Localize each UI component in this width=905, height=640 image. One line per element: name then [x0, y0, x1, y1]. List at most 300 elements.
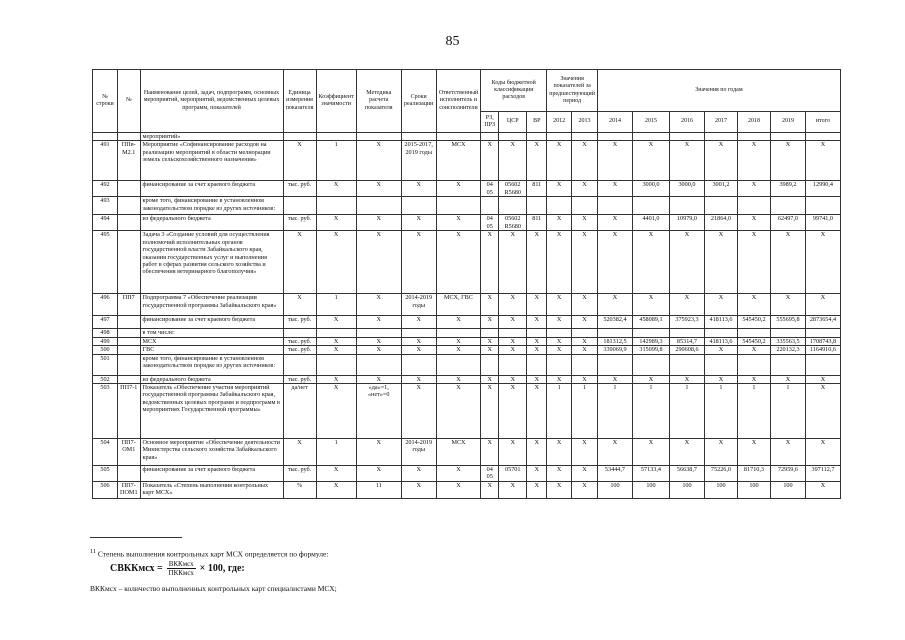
vr-cell: Х [527, 294, 547, 316]
value-2018-cell: 545450,2 [737, 316, 770, 329]
vr-cell: Х [527, 346, 547, 354]
code-cell [118, 354, 141, 375]
name-cell: Основное мероприятие «Обеспечение деятельности Министерства сельского хозяйства Забайкальского края» [140, 438, 283, 465]
coef-cell: Х [316, 231, 356, 294]
coef-cell: Х [316, 181, 356, 197]
value-2017-cell: 418113,6 [704, 316, 737, 329]
header-csr: ЦСР [499, 112, 527, 133]
header-2016: 2016 [669, 112, 704, 133]
term-cell: Х [401, 481, 436, 498]
term-cell: 2015-2017, 2019 годы [401, 141, 436, 181]
value-2017-cell: Х [704, 346, 737, 354]
row-number-cell: 494 [93, 215, 118, 231]
responsible-cell [436, 133, 481, 141]
value-2019-cell: 1 [770, 383, 805, 438]
value-2015-cell: 458089,1 [632, 316, 669, 329]
value-2019-cell: 3989,2 [770, 181, 805, 197]
term-cell: Х [401, 231, 436, 294]
table-row [93, 481, 841, 498]
term-cell: Х [401, 215, 436, 231]
value-2012-cell: Х [547, 316, 572, 329]
csr-cell: 05602 R5680 [499, 181, 527, 197]
value-2012-cell: Х [547, 346, 572, 354]
header-total: итого [805, 112, 840, 133]
value-2012-cell [547, 354, 572, 375]
header-row-no: № строки [93, 70, 118, 133]
value-2017-cell: Х [704, 438, 737, 465]
value-2015-cell: 57133,4 [632, 465, 669, 481]
csr-cell: 05602 R5680 [499, 215, 527, 231]
row-number-cell: 493 [93, 197, 118, 215]
table-row [93, 375, 841, 383]
value-2014-cell: 339069,9 [597, 346, 632, 354]
header-2014: 2014 [597, 112, 632, 133]
method-cell: Х [356, 231, 401, 294]
value-2016-cell [669, 354, 704, 375]
row-number-cell: 491 [93, 141, 118, 181]
name-cell: финансирование за счет краевого бюджета [140, 181, 283, 197]
value-total-cell [805, 329, 840, 337]
code-cell: ПП7-ОМ1 [118, 438, 141, 465]
responsible-cell [436, 197, 481, 215]
value-2012-cell: Х [547, 181, 572, 197]
value-2018-cell: Х [737, 346, 770, 354]
responsible-cell: Х [436, 383, 481, 438]
value-2019-cell [770, 197, 805, 215]
rz-cell: Х [481, 141, 499, 181]
value-2017-cell [704, 133, 737, 141]
vr-cell [527, 354, 547, 375]
csr-cell: Х [499, 438, 527, 465]
value-2016-cell: Х [669, 375, 704, 383]
vr-cell: Х [527, 316, 547, 329]
rz-cell: 04 05 [481, 181, 499, 197]
unit-cell: тыс. руб. [283, 316, 316, 329]
header-code: № [118, 70, 141, 133]
method-cell: «да»=1, «нет»=0 [356, 383, 401, 438]
table-row [93, 383, 841, 438]
code-cell [118, 337, 141, 345]
value-total-cell: 1164910,6 [805, 346, 840, 354]
value-2017-cell: Х [704, 141, 737, 181]
table-row [93, 141, 841, 181]
value-2014-cell: 100 [597, 481, 632, 498]
csr-cell: Х [499, 481, 527, 498]
value-2017-cell: 1 [704, 383, 737, 438]
value-2016-cell: 290608,6 [669, 346, 704, 354]
rz-cell: Х [481, 383, 499, 438]
value-2015-cell: 4401,0 [632, 215, 669, 231]
row-number-cell: 498 [93, 329, 118, 337]
value-total-cell: Х [805, 375, 840, 383]
value-2017-cell: Х [704, 231, 737, 294]
value-2012-cell [547, 197, 572, 215]
value-total-cell [805, 133, 840, 141]
method-cell [356, 329, 401, 337]
value-2016-cell: 3000,0 [669, 181, 704, 197]
coef-cell [316, 133, 356, 141]
formula-rhs: × 100, где: [199, 563, 245, 574]
unit-cell: тыс. руб. [283, 337, 316, 345]
code-cell [118, 215, 141, 231]
vr-cell: Х [527, 141, 547, 181]
term-cell: Х [401, 375, 436, 383]
value-2012-cell [547, 329, 572, 337]
value-2018-cell [737, 133, 770, 141]
csr-cell [499, 354, 527, 375]
method-cell: Х [356, 465, 401, 481]
unit-cell: тыс. руб. [283, 215, 316, 231]
row-number-cell: 492 [93, 181, 118, 197]
rz-cell [481, 197, 499, 215]
rz-cell: 04 05 [481, 215, 499, 231]
value-2019-cell: Х [770, 294, 805, 316]
value-2012-cell: Х [547, 215, 572, 231]
value-2013-cell: Х [572, 141, 598, 181]
row-number-cell: 501 [93, 354, 118, 375]
csr-cell [499, 329, 527, 337]
value-2014-cell: Х [597, 375, 632, 383]
value-2017-cell [704, 329, 737, 337]
term-cell [401, 329, 436, 337]
rz-cell: Х [481, 316, 499, 329]
responsible-cell [436, 329, 481, 337]
header-budget-codes: Коды бюджетной классификации расходов [481, 70, 547, 112]
value-2016-cell: 100 [669, 481, 704, 498]
value-2013-cell: Х [572, 337, 598, 345]
value-total-cell: Х [805, 231, 840, 294]
value-2015-cell: 3000,0 [632, 181, 669, 197]
vr-cell: 811 [527, 181, 547, 197]
value-2016-cell: 1 [669, 383, 704, 438]
code-cell: ПП7-1 [118, 383, 141, 438]
header-unit: Единица измерения показателя [283, 70, 316, 133]
value-2013-cell [572, 197, 598, 215]
coef-cell: 1 [316, 438, 356, 465]
value-2018-cell: Х [737, 141, 770, 181]
value-2014-cell: Х [597, 294, 632, 316]
csr-cell: Х [499, 375, 527, 383]
value-2016-cell: 10979,0 [669, 215, 704, 231]
term-cell: Х [401, 316, 436, 329]
unit-cell: тыс. руб. [283, 181, 316, 197]
responsible-cell: Х [436, 346, 481, 354]
term-cell [401, 197, 436, 215]
value-2019-cell: 335563,5 [770, 337, 805, 345]
method-cell [356, 197, 401, 215]
responsible-cell: Х [436, 337, 481, 345]
responsible-cell: Х [436, 215, 481, 231]
term-cell: 2014-2019 годы [401, 438, 436, 465]
row-number-cell: 502 [93, 375, 118, 383]
coef-cell: Х [316, 481, 356, 498]
method-cell: Х [356, 181, 401, 197]
code-cell [118, 329, 141, 337]
formula-denominator: ПККмсх [168, 569, 194, 577]
csr-cell: Х [499, 383, 527, 438]
method-cell: 11 [356, 481, 401, 498]
header-year-values: Значения по годам [597, 70, 840, 112]
rz-cell: 04 05 [481, 465, 499, 481]
rz-cell: Х [481, 481, 499, 498]
name-cell: Показатель «Степень выполнения контрольных карт МСХ» [140, 481, 283, 498]
value-2014-cell [597, 197, 632, 215]
footnote-separator [90, 537, 182, 538]
responsible-cell: Х [436, 481, 481, 498]
unit-cell: тыс. руб. [283, 465, 316, 481]
row-number-cell: 496 [93, 294, 118, 316]
name-cell: Задача 3 «Создание условий для осуществления полномочий исполнительных органов государственной власти Забайкальского края, оказания государственных услуг и выполнения работ в сферах развития сельского хозяйства и обеспечения ветеринарного благополучия» [140, 231, 283, 294]
value-2012-cell: Х [547, 465, 572, 481]
value-2019-cell: 555695,8 [770, 316, 805, 329]
unit-cell [283, 329, 316, 337]
method-cell: Х [356, 294, 401, 316]
table-row [93, 181, 841, 197]
value-2017-cell [704, 197, 737, 215]
vr-cell: Х [527, 481, 547, 498]
code-cell [118, 465, 141, 481]
value-2013-cell: Х [572, 231, 598, 294]
unit-cell [283, 133, 316, 141]
value-2017-cell: 100 [704, 481, 737, 498]
value-2017-cell: Х [704, 294, 737, 316]
value-2018-cell [737, 197, 770, 215]
rz-cell: Х [481, 438, 499, 465]
value-2013-cell [572, 133, 598, 141]
method-cell [356, 354, 401, 375]
coef-cell: Х [316, 337, 356, 345]
method-cell: Х [356, 346, 401, 354]
value-2015-cell: 100 [632, 481, 669, 498]
value-2013-cell: Х [572, 465, 598, 481]
table-row [93, 197, 841, 215]
term-cell: 2014-2019 годы [401, 294, 436, 316]
csr-cell [499, 133, 527, 141]
value-2018-cell: 1 [737, 383, 770, 438]
method-cell: Х [356, 141, 401, 181]
row-number-cell: 495 [93, 231, 118, 294]
formula [110, 560, 245, 577]
value-2014-cell: 181312,5 [597, 337, 632, 345]
row-number-cell: 506 [93, 481, 118, 498]
unit-cell: Х [283, 141, 316, 181]
responsible-cell: Х [436, 316, 481, 329]
coef-cell: Х [316, 465, 356, 481]
csr-cell: Х [499, 346, 527, 354]
value-2019-cell: Х [770, 375, 805, 383]
row-number-cell: 497 [93, 316, 118, 329]
value-2016-cell: Х [669, 141, 704, 181]
value-2014-cell: Х [597, 215, 632, 231]
term-cell: Х [401, 346, 436, 354]
term-cell: Х [401, 181, 436, 197]
coef-cell [316, 329, 356, 337]
value-2018-cell: 100 [737, 481, 770, 498]
unit-cell [283, 354, 316, 375]
row-number-cell: 505 [93, 465, 118, 481]
vr-cell [527, 133, 547, 141]
value-2019-cell [770, 329, 805, 337]
csr-cell: 05701 [499, 465, 527, 481]
code-cell [118, 133, 141, 141]
value-2014-cell [597, 329, 632, 337]
responsible-cell: МСХ [436, 141, 481, 181]
code-cell: ПП7-ПОМ1 [118, 481, 141, 498]
term-cell [401, 133, 436, 141]
value-2016-cell: Х [669, 231, 704, 294]
code-cell [118, 231, 141, 294]
unit-cell: тыс. руб. [283, 346, 316, 354]
header-responsible: Ответственный исполнитель и соисполнители [436, 70, 481, 133]
value-total-cell: Х [805, 294, 840, 316]
name-cell: кроме того, финансирование в установленном законодательством порядке из других источников: [140, 354, 283, 375]
rz-cell: Х [481, 346, 499, 354]
value-2013-cell: Х [572, 294, 598, 316]
unit-cell: Х [283, 438, 316, 465]
value-total-cell: Х [805, 438, 840, 465]
value-2019-cell: Х [770, 438, 805, 465]
responsible-cell: Х [436, 231, 481, 294]
name-cell: ГВС [140, 346, 283, 354]
vr-cell: Х [527, 383, 547, 438]
value-2014-cell: Х [597, 438, 632, 465]
value-2014-cell: 520382,4 [597, 316, 632, 329]
value-2018-cell: Х [737, 438, 770, 465]
vr-cell: 811 [527, 215, 547, 231]
value-2018-cell [737, 354, 770, 375]
row-number-cell: 500 [93, 346, 118, 354]
header-rz: РЗ, ПРЗ [481, 112, 499, 133]
value-2016-cell: 85314,7 [669, 337, 704, 345]
coef-cell: Х [316, 383, 356, 438]
value-2016-cell: Х [669, 294, 704, 316]
value-2019-cell: 220132,3 [770, 346, 805, 354]
csr-cell: Х [499, 337, 527, 345]
header-name: Наименование целей, задач, подпрограмм, основных мероприятий, мероприятий, ведомственных целевых программ, показателей [140, 70, 283, 133]
value-2016-cell [669, 197, 704, 215]
csr-cell: Х [499, 231, 527, 294]
value-2013-cell: 1 [572, 383, 598, 438]
footnote-mark: 11 [90, 548, 97, 555]
table-row [93, 316, 841, 329]
table-row [93, 465, 841, 481]
value-2014-cell: Х [597, 141, 632, 181]
name-cell: Мероприятие «Софинансирование расходов на реализацию мероприятий в области мелиорации земель сельскохозяйственного назначения» [140, 141, 283, 181]
value-2017-cell: 3001,2 [704, 181, 737, 197]
row-number-cell: 503 [93, 383, 118, 438]
table-row [93, 133, 841, 141]
footnote-sentence: Степень выполнения контрольных карт МСХ определяется по формуле: [97, 549, 329, 559]
csr-cell: Х [499, 141, 527, 181]
code-cell [118, 316, 141, 329]
value-2015-cell: Х [632, 231, 669, 294]
method-cell: Х [356, 337, 401, 345]
value-2013-cell: Х [572, 181, 598, 197]
term-cell: Х [401, 465, 436, 481]
value-2015-cell: 315099,8 [632, 346, 669, 354]
value-2015-cell: Х [632, 375, 669, 383]
formula-lhs: СВККмсх = [110, 563, 163, 574]
value-2012-cell: Х [547, 375, 572, 383]
rz-cell: Х [481, 337, 499, 345]
value-2016-cell: 375923,3 [669, 316, 704, 329]
header-method: Методика расчета показателя [356, 70, 401, 133]
value-2013-cell: Х [572, 375, 598, 383]
unit-cell: % [283, 481, 316, 498]
value-2017-cell: 418113,6 [704, 337, 737, 345]
header-2012: 2012 [547, 112, 572, 133]
value-2017-cell [704, 354, 737, 375]
value-2013-cell: Х [572, 215, 598, 231]
responsible-cell: Х [436, 375, 481, 383]
value-total-cell: 99741,0 [805, 215, 840, 231]
responsible-cell: Х [436, 181, 481, 197]
table-row [93, 346, 841, 354]
value-2016-cell [669, 133, 704, 141]
value-2014-cell: Х [597, 181, 632, 197]
value-2012-cell: 1 [547, 383, 572, 438]
value-2015-cell: Х [632, 294, 669, 316]
coef-cell: Х [316, 316, 356, 329]
value-2016-cell: 56638,7 [669, 465, 704, 481]
value-2013-cell: Х [572, 346, 598, 354]
coef-cell: Х [316, 375, 356, 383]
code-cell: ПП7 [118, 294, 141, 316]
name-cell: МСХ [140, 337, 283, 345]
value-2012-cell: Х [547, 141, 572, 181]
footnote-text [90, 548, 328, 559]
value-total-cell: 1708743,8 [805, 337, 840, 345]
table-row [93, 438, 841, 465]
value-2019-cell: 62497,0 [770, 215, 805, 231]
value-2015-cell: 1 [632, 383, 669, 438]
value-2013-cell: Х [572, 316, 598, 329]
value-total-cell: Х [805, 141, 840, 181]
value-2016-cell: Х [669, 438, 704, 465]
formula-numerator: ВККмсх [168, 560, 194, 568]
rz-cell: Х [481, 231, 499, 294]
value-2018-cell: 81710,3 [737, 465, 770, 481]
name-cell: кроме того, финансирование в установленном законодательством порядке из других источников: [140, 197, 283, 215]
code-cell [118, 197, 141, 215]
header-base-values: Значения показателей за предшествующий период [547, 70, 598, 112]
unit-cell: тыс. руб. [283, 375, 316, 383]
csr-cell: Х [499, 294, 527, 316]
value-2018-cell: Х [737, 215, 770, 231]
value-2017-cell: 75226,0 [704, 465, 737, 481]
value-2014-cell [597, 133, 632, 141]
value-2014-cell: 53444,7 [597, 465, 632, 481]
value-2018-cell: Х [737, 375, 770, 383]
header-2017: 2017 [704, 112, 737, 133]
value-2015-cell [632, 354, 669, 375]
value-2014-cell: 1 [597, 383, 632, 438]
unit-cell: да/нет [283, 383, 316, 438]
formula-fraction [167, 560, 196, 577]
vr-cell: Х [527, 438, 547, 465]
coef-cell: Х [316, 346, 356, 354]
row-number-cell: 499 [93, 337, 118, 345]
value-2012-cell: Х [547, 337, 572, 345]
method-cell: Х [356, 316, 401, 329]
value-2019-cell: Х [770, 231, 805, 294]
method-cell: Х [356, 375, 401, 383]
name-cell: мероприятий» [140, 133, 283, 141]
coef-cell [316, 197, 356, 215]
value-total-cell: 12990,4 [805, 181, 840, 197]
rz-cell [481, 133, 499, 141]
rz-cell [481, 354, 499, 375]
